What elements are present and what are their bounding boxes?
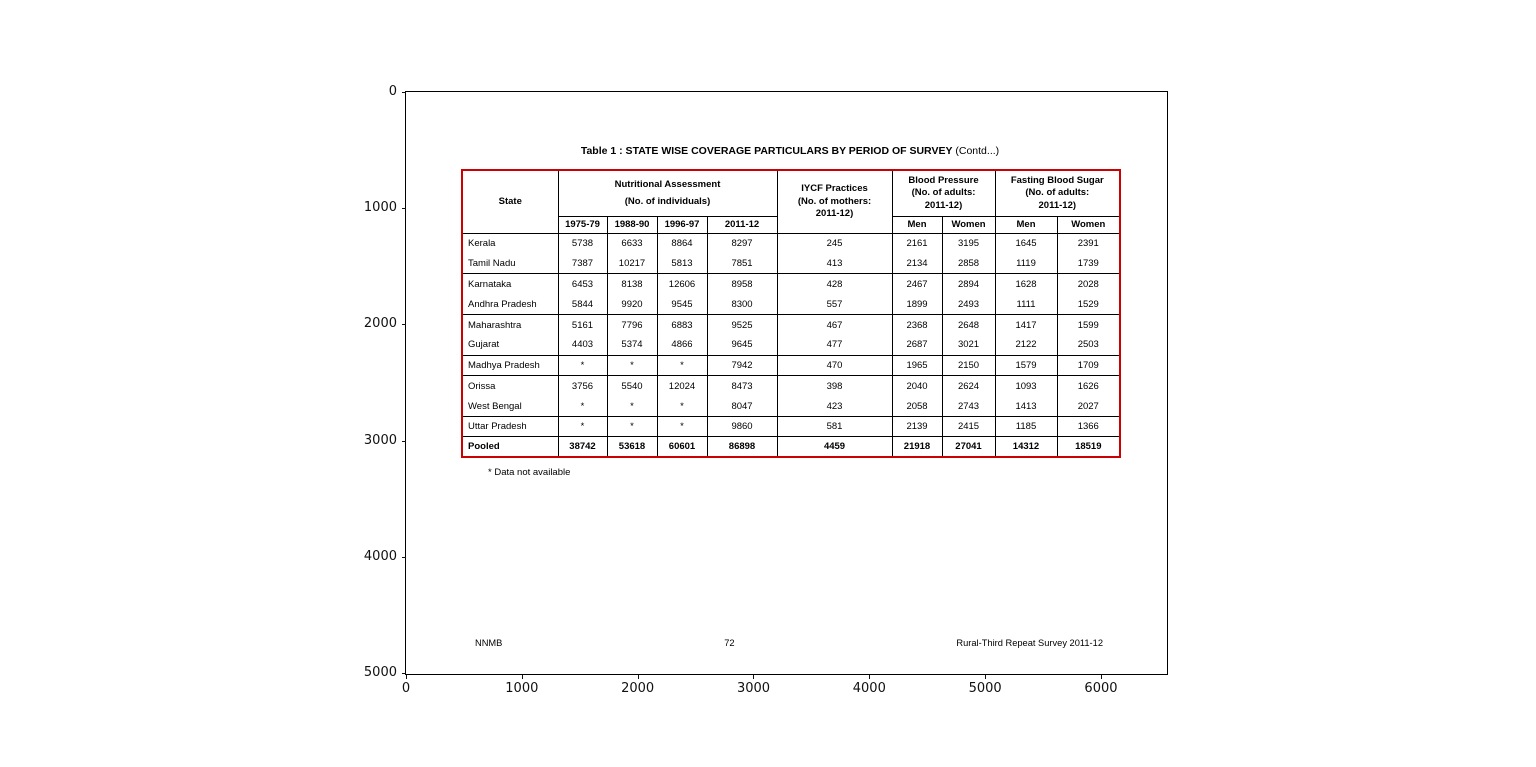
value-cell: 8958	[707, 274, 777, 294]
value-cell: 1599	[1057, 315, 1120, 335]
value-cell: 2624	[942, 376, 995, 396]
footer-right: Rural-Third Repeat Survey 2011-12	[956, 638, 1103, 648]
y-tick-mark	[402, 208, 406, 209]
y-tick-label: 5000	[363, 665, 397, 680]
value-cell: 423	[777, 396, 892, 416]
header-year-1975-79: 1975-79	[558, 216, 607, 233]
value-cell: 2040	[892, 376, 942, 396]
value-cell: 5374	[607, 335, 657, 355]
value-cell: 3756	[558, 376, 607, 396]
header-line: Blood Pressure	[908, 174, 979, 186]
value-cell: 2027	[1057, 396, 1120, 416]
value-cell: 470	[777, 355, 892, 375]
value-cell: 2648	[942, 315, 995, 335]
value-cell: 10217	[607, 253, 657, 273]
header-line: Nutritional Assessment	[614, 179, 721, 191]
x-axis	[401, 674, 1167, 710]
value-cell: 2391	[1057, 233, 1120, 253]
table-title-suffix: (Contd...)	[952, 145, 1000, 157]
value-cell: 14312	[995, 437, 1057, 457]
value-cell: 4459	[777, 437, 892, 457]
value-cell: 1185	[995, 417, 1057, 437]
page-number: 72	[724, 638, 735, 648]
value-cell: 2122	[995, 335, 1057, 355]
state-cell: Karnataka	[462, 274, 558, 294]
value-cell: 2858	[942, 253, 995, 273]
value-cell: 1119	[995, 253, 1057, 273]
value-cell: 27041	[942, 437, 995, 457]
header-year-1996-97: 1996-97	[657, 216, 707, 233]
value-cell: 1529	[1057, 294, 1120, 314]
value-cell: 3195	[942, 233, 995, 253]
value-cell: 12024	[657, 376, 707, 396]
value-cell: *	[657, 417, 707, 437]
header-line: (No. of adults:	[911, 187, 976, 198]
x-tick-mark	[638, 675, 639, 679]
state-cell: Tamil Nadu	[462, 253, 558, 273]
value-cell: 2687	[892, 335, 942, 355]
header-fbs-women: Women	[1057, 216, 1120, 233]
value-cell: 2161	[892, 233, 942, 253]
coverage-table	[461, 169, 1121, 458]
table-row	[462, 253, 1120, 273]
y-tick-label: 0	[388, 84, 397, 99]
value-cell: 2503	[1057, 335, 1120, 355]
value-cell: 1709	[1057, 355, 1120, 375]
x-tick-label: 1000	[505, 681, 539, 696]
value-cell: 1628	[995, 274, 1057, 294]
header-line: IYCF Practices	[801, 183, 868, 194]
x-tick-mark	[753, 675, 754, 679]
value-cell: 2415	[942, 417, 995, 437]
value-cell: 7796	[607, 315, 657, 335]
value-cell: 1093	[995, 376, 1057, 396]
value-cell: 53618	[607, 437, 657, 457]
y-tick-label: 2000	[363, 316, 397, 332]
value-cell: *	[607, 417, 657, 437]
value-cell: 557	[777, 294, 892, 314]
state-cell: West Bengal	[462, 396, 558, 416]
x-tick-label: 0	[401, 681, 411, 696]
state-cell: Andhra Pradesh	[462, 294, 558, 314]
state-cell: Pooled	[462, 437, 558, 457]
value-cell: 2493	[942, 294, 995, 314]
header-state: State	[462, 170, 558, 233]
table-row	[462, 396, 1120, 416]
value-cell: *	[607, 355, 657, 375]
value-cell: 8138	[607, 274, 657, 294]
value-cell: 8473	[707, 376, 777, 396]
value-cell: 428	[777, 274, 892, 294]
value-cell: *	[558, 355, 607, 375]
value-cell: 1645	[995, 233, 1057, 253]
value-cell: 1965	[892, 355, 942, 375]
header-line: (No. of adults:	[1025, 187, 1090, 198]
value-cell: 6883	[657, 315, 707, 335]
x-tick-label: 3000	[736, 681, 771, 696]
value-cell: 2743	[942, 396, 995, 416]
table-title	[461, 144, 1119, 158]
value-cell: 8864	[657, 233, 707, 253]
value-cell: 8297	[707, 233, 777, 253]
value-cell: 4403	[558, 335, 607, 355]
value-cell: 86898	[707, 437, 777, 457]
value-cell: 1417	[995, 315, 1057, 335]
value-cell: *	[607, 396, 657, 416]
value-cell: 7851	[707, 253, 777, 273]
footer-left: NNMB	[475, 638, 503, 648]
value-cell: 5813	[657, 253, 707, 273]
value-cell: 6453	[558, 274, 607, 294]
value-cell: 467	[777, 315, 892, 335]
header-line: (No. of mothers:	[797, 195, 872, 207]
state-cell: Madhya Pradesh	[462, 355, 558, 375]
value-cell: 9545	[657, 294, 707, 314]
value-cell: 2134	[892, 253, 942, 273]
header-blood-pressure	[892, 170, 995, 216]
y-tick-label: 3000	[363, 432, 397, 448]
y-tick-mark	[402, 557, 406, 558]
y-tick-mark	[402, 324, 406, 325]
value-cell: 1739	[1057, 253, 1120, 273]
value-cell: 6633	[607, 233, 657, 253]
state-cell: Uttar Pradesh	[462, 417, 558, 437]
header-fasting-blood-sugar	[995, 170, 1120, 216]
value-cell: 398	[777, 376, 892, 396]
x-tick-label: 5000	[968, 681, 1002, 696]
header-bp-women: Women	[942, 216, 995, 233]
value-cell: 5161	[558, 315, 607, 335]
x-tick-mark	[1101, 675, 1102, 679]
state-cell: Maharashtra	[462, 315, 558, 335]
y-axis	[342, 84, 406, 680]
x-tick-mark	[985, 675, 986, 679]
header-bp-men: Men	[892, 216, 942, 233]
value-cell: *	[558, 417, 607, 437]
x-tick-mark	[869, 675, 870, 679]
state-cell: Kerala	[462, 233, 558, 253]
value-cell: 60601	[657, 437, 707, 457]
value-cell: 9860	[707, 417, 777, 437]
value-cell: 413	[777, 253, 892, 273]
value-cell: 477	[777, 335, 892, 355]
value-cell: 9920	[607, 294, 657, 314]
table-row	[462, 233, 1120, 253]
table-row	[462, 315, 1120, 335]
x-tick-label: 6000	[1084, 681, 1118, 696]
header-line: (No. of individuals)	[624, 196, 711, 208]
header-nutritional-assessment	[558, 170, 777, 216]
value-cell: 9645	[707, 335, 777, 355]
x-tick-mark	[522, 675, 523, 679]
value-cell: 1579	[995, 355, 1057, 375]
value-cell: 21918	[892, 437, 942, 457]
y-tick-label: 4000	[363, 548, 397, 564]
state-cell: Orissa	[462, 376, 558, 396]
y-tick-mark	[402, 92, 406, 93]
table-body	[462, 233, 1120, 457]
table-row	[462, 335, 1120, 355]
table-header	[462, 170, 1120, 233]
x-tick-label: 4000	[852, 681, 886, 696]
document-content	[461, 144, 1119, 478]
value-cell: 7387	[558, 253, 607, 273]
value-cell: 5738	[558, 233, 607, 253]
value-cell: 2028	[1057, 274, 1120, 294]
y-tick-label: 1000	[363, 200, 397, 216]
value-cell: 2058	[892, 396, 942, 416]
value-cell: 581	[777, 417, 892, 437]
page-footer	[461, 638, 1119, 648]
table-title-main: Table 1 : STATE WISE COVERAGE PARTICULARS BY PERIOD OF SURVEY	[580, 145, 953, 157]
table-row	[462, 437, 1120, 457]
plot-area	[363, 84, 1168, 696]
value-cell: 2150	[942, 355, 995, 375]
header-line: 2011-12)	[815, 208, 854, 219]
value-cell: 2467	[892, 274, 942, 294]
value-cell: 8047	[707, 396, 777, 416]
value-cell: 2894	[942, 274, 995, 294]
value-cell: *	[558, 396, 607, 416]
value-cell: 8300	[707, 294, 777, 314]
footnote: * Data not available	[488, 467, 571, 479]
value-cell: 245	[777, 233, 892, 253]
value-cell: 1899	[892, 294, 942, 314]
value-cell: 2368	[892, 315, 942, 335]
value-cell: 1626	[1057, 376, 1120, 396]
table-row	[462, 274, 1120, 294]
state-cell: Gujarat	[462, 335, 558, 355]
value-cell: 4866	[657, 335, 707, 355]
header-year-1988-90: 1988-90	[607, 216, 657, 233]
value-cell: 5540	[607, 376, 657, 396]
value-cell: 1111	[995, 294, 1057, 314]
value-cell: 18519	[1057, 437, 1120, 457]
y-tick-mark	[402, 441, 406, 442]
value-cell: *	[657, 396, 707, 416]
value-cell: 9525	[707, 315, 777, 335]
value-cell: 1366	[1057, 417, 1120, 437]
value-cell: *	[657, 355, 707, 375]
header-line: Fasting Blood Sugar	[1010, 174, 1104, 186]
table-row	[462, 294, 1120, 314]
header-year-2011-12: 2011-12	[707, 216, 777, 233]
table-row	[462, 376, 1120, 396]
header-line: 2011-12)	[1038, 199, 1077, 211]
header-line: 2011-12)	[924, 199, 963, 211]
x-tick-mark	[406, 675, 407, 679]
value-cell: 1413	[995, 396, 1057, 416]
value-cell: 3021	[942, 335, 995, 355]
table-row	[462, 417, 1120, 437]
value-cell: 2139	[892, 417, 942, 437]
header-fbs-men: Men	[995, 216, 1057, 233]
x-tick-label: 2000	[621, 681, 655, 696]
value-cell: 12606	[657, 274, 707, 294]
value-cell: 5844	[558, 294, 607, 314]
header-iycf-practices	[777, 170, 892, 233]
table-row	[462, 355, 1120, 375]
value-cell: 38742	[558, 437, 607, 457]
value-cell: 7942	[707, 355, 777, 375]
